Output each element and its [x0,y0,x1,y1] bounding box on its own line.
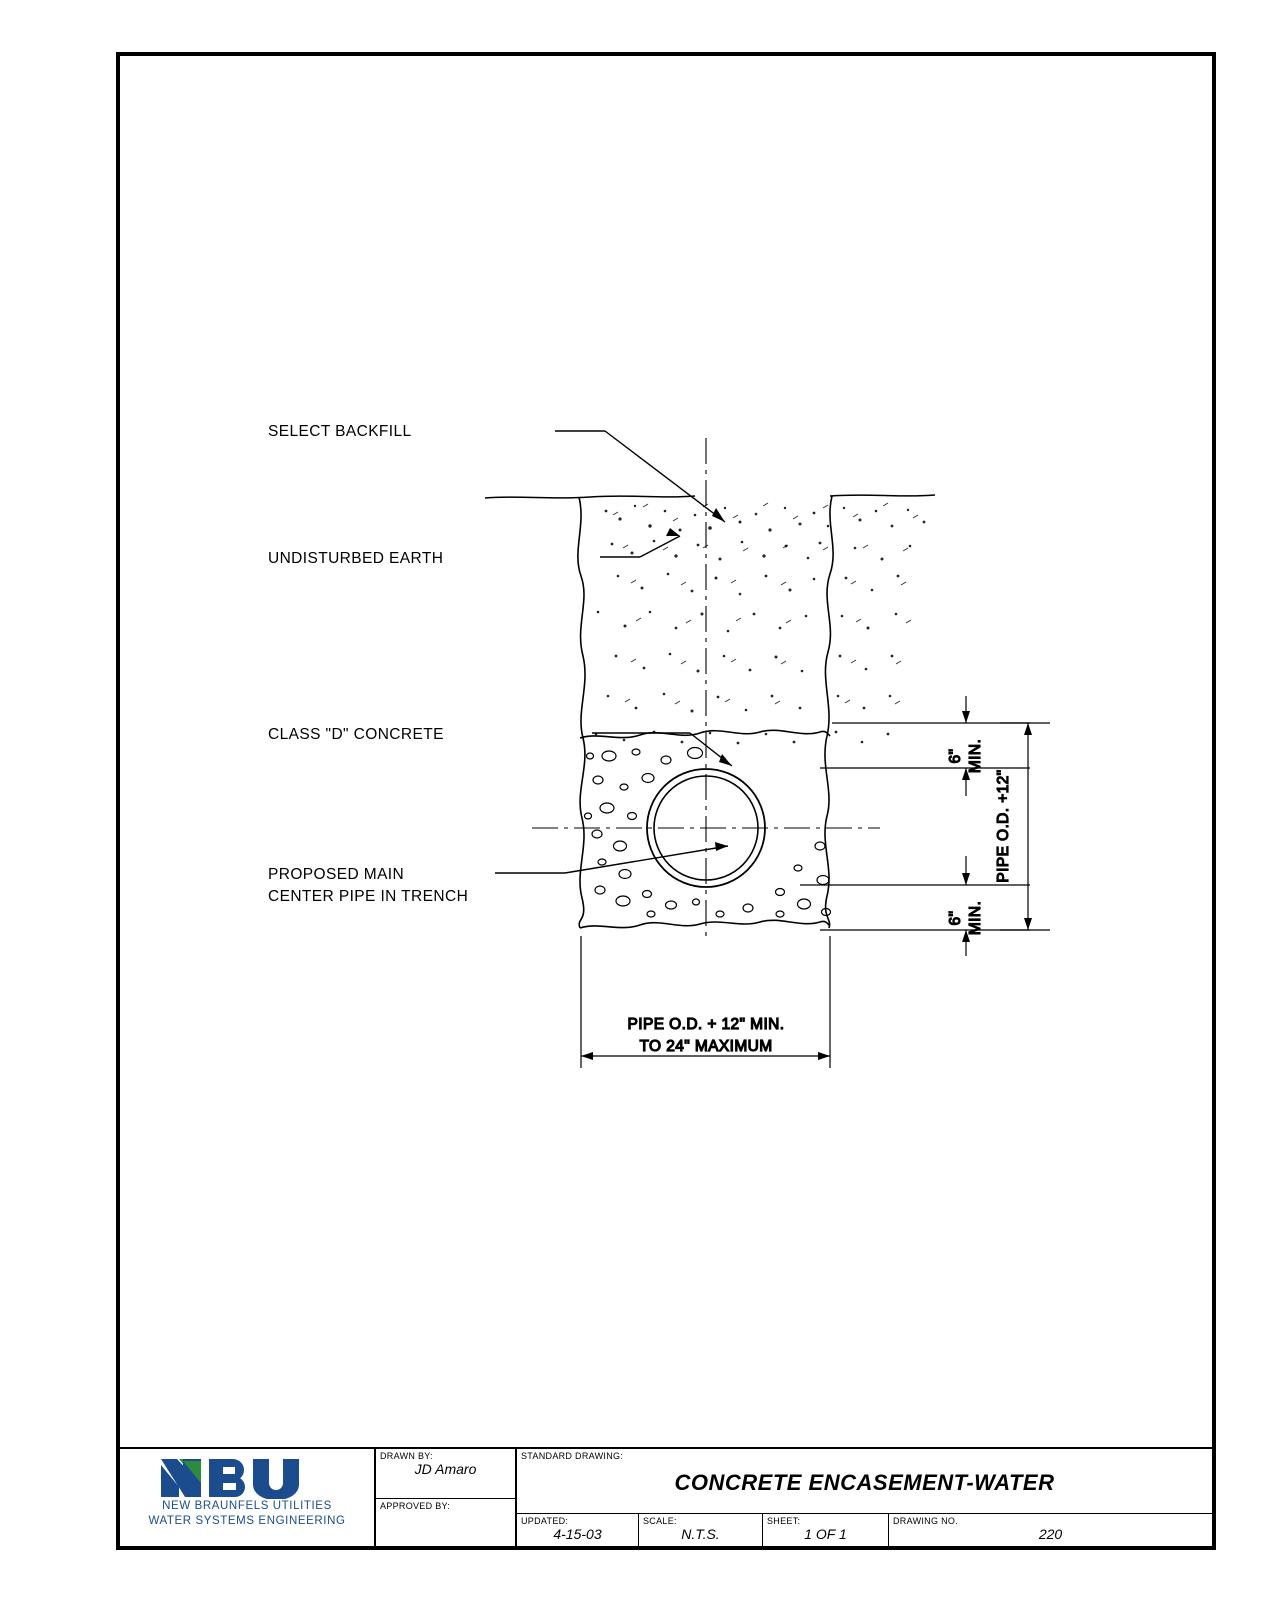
label-select-backfill: SELECT BACKFILL [268,423,412,440]
drawn-by-label: DRAWN BY: [380,1451,433,1461]
callout-undisturbed-earth [268,528,680,567]
concrete-aggregate [585,748,831,918]
sheet-border [116,52,1216,1550]
scale-label: SCALE: [643,1516,677,1526]
company-name: NEW BRAUNFELS UTILITIES [162,1500,332,1512]
scale-value: N.T.S. [681,1526,720,1542]
drawing-no-cell [889,1514,1212,1548]
ground-line [485,495,935,498]
label-pipe-od-horizontal-2: TO 24" MAXIMUM [639,1038,773,1055]
sheet-value: 1 OF 1 [804,1526,847,1542]
label-bottom-cover-qualifier: MIN. [967,900,984,936]
title-block [120,1447,1212,1546]
label-top-cover-qualifier: MIN. [967,738,984,774]
drawing-no-label: DRAWING NO. [893,1516,958,1526]
label-class-d-concrete: CLASS "D" CONCRETE [268,726,444,743]
drawn-by-cell [376,1449,517,1499]
approved-by-cell [376,1499,517,1548]
dimension-pipe-od-vertical [995,723,1050,930]
label-proposed-main-line2: CENTER PIPE IN TRENCH [268,888,469,905]
label-bottom-cover: 6" [947,910,964,926]
label-proposed-main-line1: PROPOSED MAIN [268,866,405,883]
label-pipe-od-horizontal-1: PIPE O.D. + 12" MIN. [627,1016,785,1033]
updated-cell [517,1514,639,1548]
dimension-pipe-od-horizontal [581,936,830,1068]
company-logo-cell [120,1449,376,1548]
label-pipe-od-vertical: PIPE O.D. +12" [995,769,1012,883]
label-top-cover: 6" [947,748,964,764]
scale-cell [639,1514,763,1548]
company-department: WATER SYSTEMS ENGINEERING [148,1515,346,1527]
detail-drawing [120,56,1212,1546]
select-backfill-hatch [595,503,926,744]
updated-value: 4-15-03 [553,1526,602,1542]
approved-by-label: APPROVED BY: [380,1501,451,1511]
nbu-logo-icon [120,1455,374,1499]
nbu-logo-svg [157,1455,337,1499]
sheet-cell [763,1514,889,1548]
callout-select-backfill [268,423,725,522]
drawing-no-value: 220 [1038,1526,1063,1542]
updated-label: UPDATED: [521,1516,569,1526]
label-undisturbed-earth: UNDISTURBED EARTH [268,550,444,567]
sheet-label: SHEET: [767,1516,801,1526]
standard-drawing-label: STANDARD DRAWING: [521,1451,624,1461]
drawn-by-value: JD Amaro [414,1461,477,1477]
title-block-bottom-row [517,1514,1212,1548]
standard-drawing-cell [517,1449,1212,1514]
drawing-title: CONCRETE ENCASEMENT-WATER [674,1470,1055,1495]
callout-class-d-concrete [268,726,732,766]
